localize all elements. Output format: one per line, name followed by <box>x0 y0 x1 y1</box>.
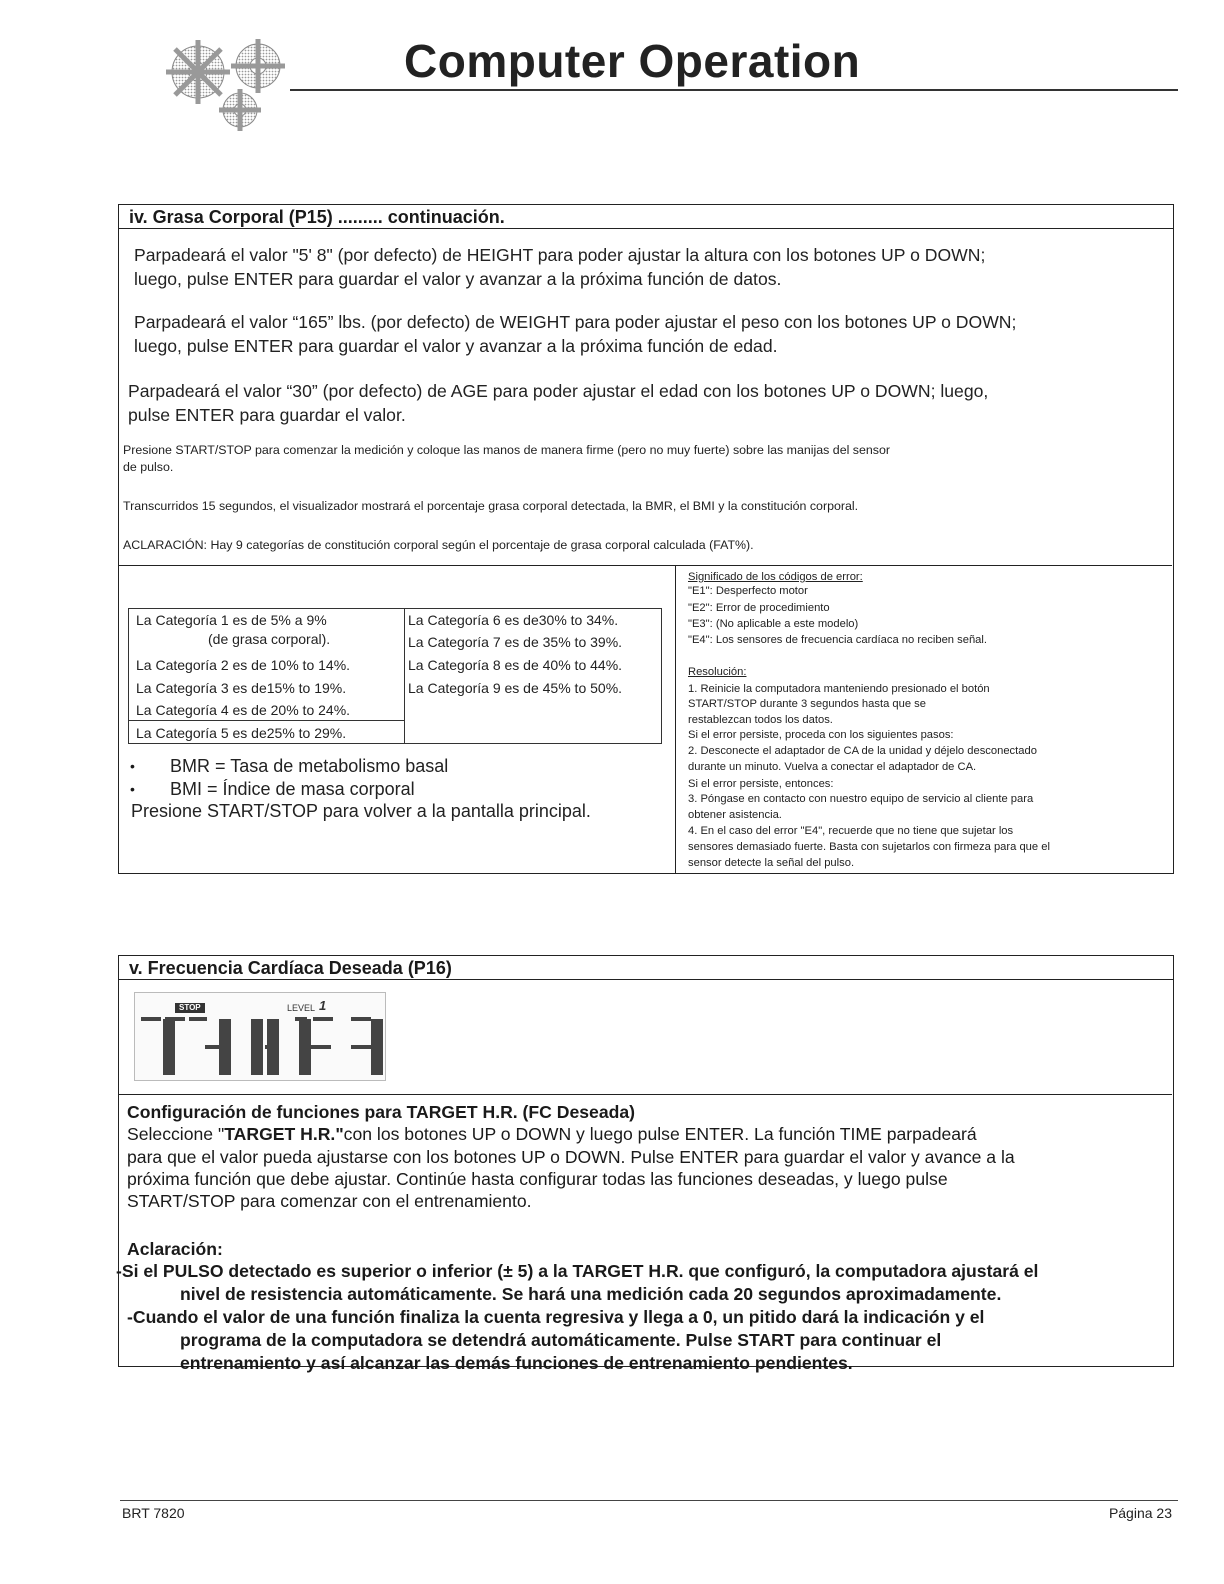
resolution-line: restablezcan todos los datos. <box>688 714 833 726</box>
divider <box>119 565 1172 566</box>
level-label: LEVEL <box>287 1003 316 1013</box>
after-15s-paragraph: Transcurridos 15 segundos, el visualizador mostrará el porcentaje grasa corporal detectada, la BMR, el BMI y la constitución corporal. <box>123 499 859 513</box>
config-line-1-suffix: con los botones UP o DOWN y luego pulse ENTER. La función TIME parpadeará <box>343 1124 977 1144</box>
aclaracion-1-line-2: nivel de resistencia automáticamente. Se hará una medición cada 20 segundos aproximadamente. <box>180 1284 1002 1304</box>
bmr-definition: BMR = Tasa de metabolismo basal <box>170 756 449 776</box>
footer-model: BRT 7820 <box>122 1505 185 1521</box>
weight-paragraph <box>134 310 1016 358</box>
gears-icon <box>160 22 290 152</box>
resolution-line: 4. En el caso del error "E4", recuerde que no tiene que sujetar los <box>688 825 1014 837</box>
error-code-e3: "E3": (No aplicable a este modelo) <box>688 618 859 630</box>
category-3: La Categoría 3 es de15% to 19%. <box>136 680 347 696</box>
category-1-note: (de grasa corporal). <box>208 631 331 647</box>
section-heading: v. Frecuencia Cardíaca Deseada (P16) <box>119 956 1173 980</box>
resolution-line: START/STOP durante 3 segundos hasta que se <box>688 698 926 710</box>
start-measure-paragraph <box>123 442 890 476</box>
resolution-line: sensor detecte la señal del pulso. <box>688 857 855 869</box>
resolution-title: Resolución: <box>688 666 747 678</box>
lcd-segments <box>139 1015 383 1077</box>
start-measure-line-2: de pulso. <box>123 460 174 474</box>
bullet-icon: • <box>130 758 135 774</box>
footer-page-number: Página 23 <box>1108 1505 1172 1521</box>
lcd-display <box>134 992 386 1081</box>
level-value: 1 <box>319 998 327 1013</box>
config-line-2: para que el valor pueda ajustarse con los botones UP o DOWN. Pulse ENTER para guardar el valor y avance a la <box>127 1147 1015 1167</box>
resolution-line: 3. Póngase en contacto con nuestro equipo de servicio al cliente para <box>688 793 1034 805</box>
weight-line-1: Parpadeará el valor “165” lbs. (por defecto) de WEIGHT para poder ajustar el peso con los botones UP o DOWN; <box>134 312 1017 332</box>
resolution-line: Si el error persiste, entonces: <box>688 778 834 790</box>
error-code-e4: "E4": Los sensores de frecuencia cardíaca no reciben señal. <box>688 634 987 646</box>
categories-column-divider <box>404 608 405 744</box>
aclaracion-2-line-2: programa de la computadora se detendrá automáticamente. Pulse START para continuar el <box>180 1330 942 1350</box>
page-title: Computer Operation <box>404 35 861 87</box>
category-9: La Categoría 9 es de 45% to 50%. <box>408 680 623 696</box>
resolution-line: durante un minuto. Vuelva a conectar el adaptador de CA. <box>688 761 977 773</box>
error-code-e1: "E1": Desperfecto motor <box>688 585 808 597</box>
target-hr-emphasis: TARGET H.R." <box>224 1124 344 1144</box>
config-line-3: próxima función que debe ajustar. Continúe hasta configurar todas las funciones deseadas, y luego pulse <box>127 1169 948 1189</box>
note-paragraph: ACLARACIÓN: Hay 9 categorías de constitución corporal según el porcentaje de grasa corporal calculada (FAT%). <box>123 538 754 552</box>
category-8: La Categoría 8 es de 40% to 44%. <box>408 657 623 673</box>
aclaracion-1-line-1: -Si el PULSO detectado es superior o inferior (± 5) a la TARGET H.R. que configuró, la computadora ajustará el <box>116 1261 1039 1281</box>
bullet-icon: • <box>130 781 135 797</box>
resolution-line: Si el error persiste, proceda con los siguientes pasos: <box>688 729 954 741</box>
config-line-4: START/STOP para comenzar con el entrenamiento. <box>127 1191 532 1211</box>
resolution-line: obtener asistencia. <box>688 809 782 821</box>
error-code-e2: "E2": Error de procedimiento <box>688 602 830 614</box>
config-line-1-prefix: Seleccione " <box>127 1124 225 1144</box>
aclaracion-2-line-3: entrenamiento y así alcanzar las demás funciones de entrenamiento pendientes. <box>180 1353 853 1373</box>
category-2: La Categoría 2 es de 10% to 14%. <box>136 657 351 673</box>
resolution-line: 1. Reinicie la computadora manteniendo presionado el botón <box>688 683 990 695</box>
start-measure-line-1: Presione START/STOP para comenzar la medición y coloque las manos de manera firme (pero no muy fuerte) sobre las manijas del sensor <box>123 443 890 457</box>
weight-line-2: luego, pulse ENTER para guardar el valor y avanzar a la próxima función de edad. <box>134 336 778 356</box>
column-divider <box>675 565 676 873</box>
category-6: La Categoría 6 es de30% to 34%. <box>408 612 619 628</box>
age-paragraph <box>128 379 988 427</box>
config-title: Configuración de funciones para TARGET H.R. (FC Deseada) <box>127 1102 635 1122</box>
aclaracion-2-line-1: -Cuando el valor de una función finaliza la cuenta regresiva y llega a 0, un pitido dará la indicación y el <box>127 1307 985 1327</box>
section-heading: iv. Grasa Corporal (P15) ......... continuación. <box>119 205 1173 229</box>
divider <box>119 1094 1172 1095</box>
bmi-definition: BMI = Índice de masa corporal <box>170 779 415 799</box>
age-line-2: pulse ENTER para guardar el valor. <box>128 405 406 425</box>
stop-indicator: STOP <box>175 1003 205 1013</box>
resolution-line: sensores demasiado fuerte. Basta con sujetarlos con firmeza para que el <box>688 841 1050 853</box>
age-line-1: Parpadeará el valor “30” (por defecto) de AGE para poder ajustar el edad con los botones UP o DOWN; luego, <box>128 381 989 401</box>
title-rule <box>290 89 1178 91</box>
config-line-1 <box>127 1123 977 1145</box>
category-4: La Categoría 4 es de 20% to 24%. <box>136 702 351 718</box>
aclaracion-title: Aclaración: <box>127 1239 223 1259</box>
resolution-line: 2. Desconecte el adaptador de CA de la unidad y déjelo desconectado <box>688 745 1037 757</box>
return-instruction: Presione START/STOP para volver a la pantalla principal. <box>131 801 591 821</box>
height-line-1: Parpadeará el valor "5' 8" (por defecto) de HEIGHT para poder ajustar la altura con los botones UP o DOWN; <box>134 245 986 265</box>
height-line-2: luego, pulse ENTER para guardar el valor y avanzar a la próxima función de datos. <box>134 269 782 289</box>
category-5: La Categoría 5 es de25% to 29%. <box>136 725 347 741</box>
categories-row-rule <box>128 720 404 721</box>
height-paragraph <box>134 243 985 291</box>
error-codes-title: Significado de los códigos de error: <box>688 571 863 583</box>
footer-rule <box>120 1500 1178 1501</box>
category-1: La Categoría 1 es de 5% a 9% <box>136 612 327 628</box>
category-7: La Categoría 7 es de 35% to 39%. <box>408 634 623 650</box>
